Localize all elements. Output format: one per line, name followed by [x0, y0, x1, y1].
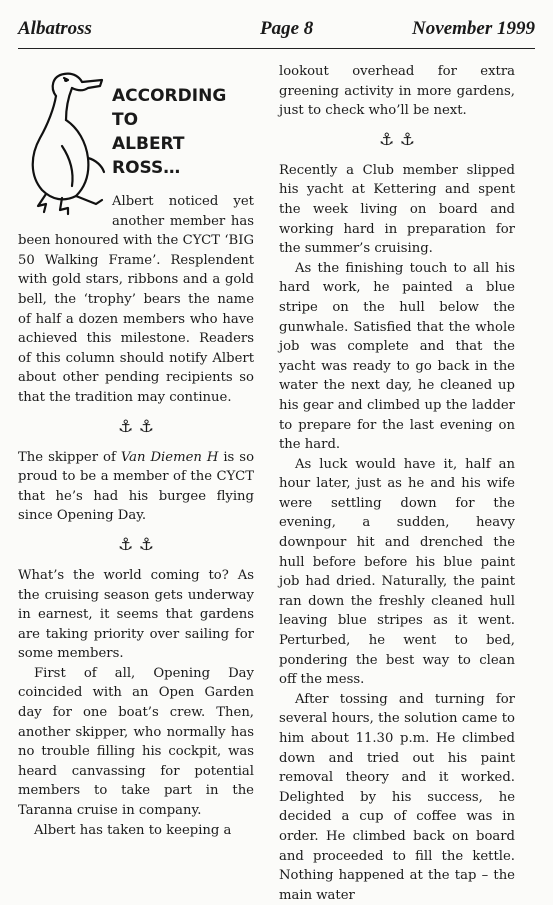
right-column: [279, 62, 515, 905]
right-paragraph-3: As the finishing touch to all his hard work, he painted a blue stripe on the hull below the gunwhale. Satisfied that the whole job was complete and that the yacht was ready to go back in the water the next day, he cleaned up his gear and climbed up the ladder to prepare for the last evening on the hard.: [279, 260, 515, 453]
left-paragraph-3: What’s the world coming to? As the cruising season gets underway in earnest, it seems that gardens are taking priority over sailing for some members.: [18, 567, 254, 662]
left-paragraph-2: [18, 448, 254, 526]
left-paragraph-5: Albert has taken to keeping a: [34, 822, 232, 838]
left-paragraph-4: First of all, Opening Day coincided with an Open Garden day for one boat’s crew. Then, another skipper, who normally has no trouble filling his cockpit, was heard canvassing for potential members to take part in the Taranna cruise in company.: [18, 665, 254, 819]
title-line-2: ALBERT ROSS…: [112, 134, 185, 178]
right-paragraph-1: lookout overhead for extra greening activity in more gardens, just to check who’ll be next.: [279, 64, 515, 119]
right-paragraph-5: After tossing and turning for several hours, the solution came to him about 11.30 p.m. He climbed down and tried out his paint removal theory and it worked. Delighted by his success, he decided a cup of coffee was in order. He climbed back on board and proceeded to fill the kettle. Nothing happened at the tap – the main water: [279, 691, 515, 903]
anchor-separator: ⚓ ⚓: [118, 534, 154, 555]
p2-text-post: is so proud to be a member of the CYCT that he’s had his burgee flying since Opening Day.: [18, 449, 255, 524]
page-header: [18, 18, 535, 44]
newsletter-name: Albatross: [18, 18, 92, 39]
header-rule: [18, 48, 535, 49]
left-paragraph-1: Albert noticed yet another member has been honoured with the CYCT ‘BIG 50 Walking Frame’. Resplendent with gold stars, ribbons and a gold bell, the ‘trophy’ bears the name of half a dozen members who have achieved this milestone. Readers of this column should notify Albert about other pending recipients so that the tradition may continue.: [18, 194, 254, 405]
boat-name: Van Diemen H: [120, 449, 219, 465]
right-paragraph-2: Recently a Club member slipped his yacht at Kettering and spent the week living on board and working hard in preparation for the summer’s cruising.: [279, 162, 515, 257]
page-number: Page 8: [260, 18, 314, 39]
left-column: [18, 68, 254, 840]
title-line-1: ACCORDING TO: [112, 86, 227, 130]
right-paragraph-4: As luck would have it, half an hour later, just as he and his wife were settling down for the evening, a sudden, heavy downpour hit and drenched the hull before before his blue paint job had dried. Naturally, the paint ran down the freshly cleaned hull leaving blue stripes as it went. Perturbed, he went to bed, pondering the best way to clean off the mess.: [279, 456, 515, 688]
anchor-separator: ⚓ ⚓: [379, 129, 415, 150]
p2-text-pre: The skipper of: [18, 449, 121, 465]
albatross-illustration: [16, 68, 106, 218]
anchor-separator: ⚓ ⚓: [118, 416, 154, 437]
issue-date: November 1999: [412, 18, 535, 39]
